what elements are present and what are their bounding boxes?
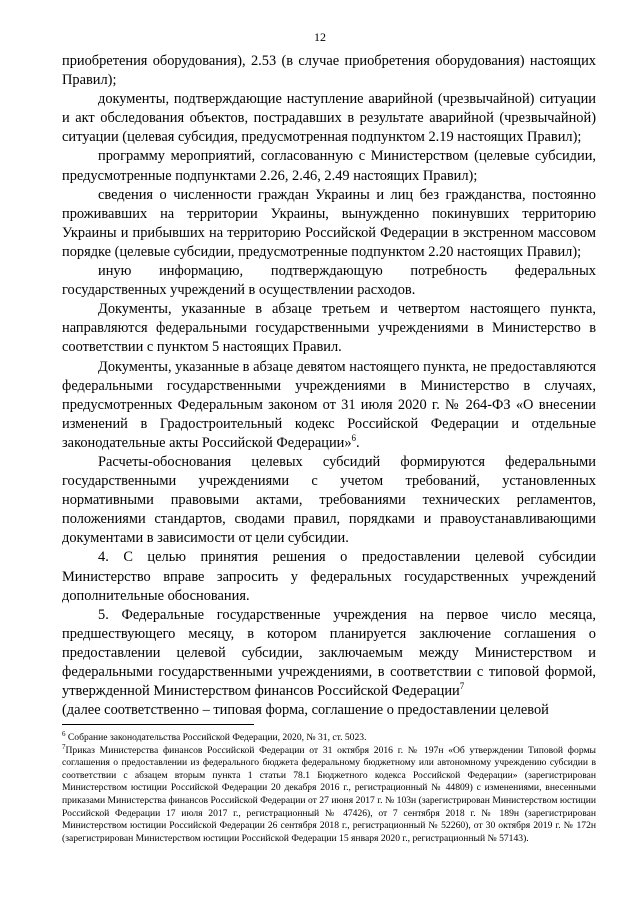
- paragraph: документы, подтверждающие наступление аварийной (чрезвычайной) ситуации и акт обследования объектов, пострадавших в результате аварийной (чрезвычайной) ситуации (целевая субсидия, предусмотренная подпунктом 2.19 настоящих Правил);: [62, 91, 596, 146]
- footnotes: [62, 729, 596, 845]
- paragraph: (далее соответственно – типовая форма, соглашение о предоставлении целевой: [62, 702, 549, 719]
- paragraph: Расчеты-обоснования целевых субсидий формируются федеральными государственными учреждениями с учетом требований, установленных нормативными правовыми актами, требованиями технических регламентов, положениями стандартов, сводами правил, порядками и правоустанавливающими документами в зависимости от цели субсидии.: [62, 453, 596, 547]
- footnote-text: Собрание законодательства Российской Федерации, 2020, № 31, ст. 5023.: [67, 732, 367, 743]
- footnote-reference: 6: [351, 433, 357, 444]
- body-text: [62, 52, 596, 720]
- paragraph: иную информацию, подтверждающую потребность федеральных государственных учреждений в осуществлении расходов.: [62, 263, 596, 299]
- paragraph: [62, 606, 596, 701]
- paragraph: сведения о численности граждан Украины и лиц без гражданства, постоянно проживавших на территории Украины, вынужденно покинувших территорию Украины и прибывших на территорию Российской Федерации в экстренном массовом порядке (целевые субсидии, предусмотренные подпунктом 2.20 настоящих Правил);: [62, 186, 596, 260]
- paragraph: приобретения оборудования), 2.53 (в случае приобретения оборудования) настоящих Правил);: [62, 53, 596, 89]
- footnote-text: Приказ Министерства финансов Российской Федерации от 31 октября 2016 г. № 197н «Об утверждении Типовой формы соглашения о предоставлении из федерального бюджета федеральному бюджетному или автономному учреждению субсидии в соответствии с абзацем вторым пункта 1 статьи 78.1 Бюджетного кодекса Российской Федерации» (зарегистрирован Министерством юстиции Российской Федерации 20 декабря 2016 г., регистрационный № 44809) с изменениями, внесенными приказами Министерства финансов Российской Федерации от 27 июня 2017 г. № 103н (зарегистрирован Министерством юстиции Российской Федерации 17 июля 2017 г., регистрационный № 47426), от 7 сентября 2018 г. № 189н (зарегистрирован Министерством юстиции Российской Федерации 26 сентября 2018 г., регистрационный № 52260), от 30 октября 2019 г. № 172н (зарегистрирован Министерством юстиции Российской Федерации 15 января 2020 г., регистрационный № 57143).: [62, 744, 596, 844]
- footnote: [62, 729, 596, 745]
- paragraph: Документы, указанные в абзаце третьем и четвертом настоящего пункта, направляются федеральными государственными учреждениями в Министерство в соответствии с пунктом 5 настоящих Правил.: [62, 301, 596, 356]
- footnote-mark: 6: [62, 729, 66, 738]
- paragraph: Документы, указанные в абзаце девятом настоящего пункта, не предоставляются федеральными государственными учреждениями в Министерство в случаях, предусмотренных Федеральным законом от 31 июля 2020 г. № 264-ФЗ «О внесении изменений в Градостроительный кодекс Российской Федерации и отдельные законодательные акты Российской Федерации»$^6$.: [62, 358, 596, 451]
- page-number: 12: [314, 30, 326, 44]
- paragraph-text: 5. Федеральные государственные учреждения на первое число месяца, предшествующего месяцу, в котором планируется заключение соглашения о предоставлении целевой субсидии, заключаемым между Министерством и федеральными государственными учреждениями, в соответствии с типовой формой, утвержденной Министерством финансов Российской Федерации: [62, 606, 596, 700]
- paragraph: программу мероприятий, согласованную с Министерством (целевые субсидии, предусмотренные подпунктами 2.26, 2.46, 2.49 настоящих Правил);: [62, 148, 596, 184]
- paragraph: 4. С целью принятия решения о предоставлении целевой субсидии Министерство вправе запросить у федеральных государственных учреждений дополнительные обоснования.: [62, 549, 596, 604]
- footnote-mark: 7: [62, 742, 66, 751]
- footnote-reference: 7: [459, 681, 465, 692]
- paragraph-text: Документы, указанные в абзаце девятом настоящего пункта, не предоставляются федеральными государственными учреждениями в Министерство в случаях, предусмотренных Федеральным законом от 31 июля 2020 г. № 264-ФЗ «О внесении изменений в Градостроительный кодекс Российской Федерации и отдельные законодательные акты Российской Федерации»: [62, 358, 596, 451]
- footnote-divider: [62, 724, 254, 725]
- footnote: [62, 742, 596, 846]
